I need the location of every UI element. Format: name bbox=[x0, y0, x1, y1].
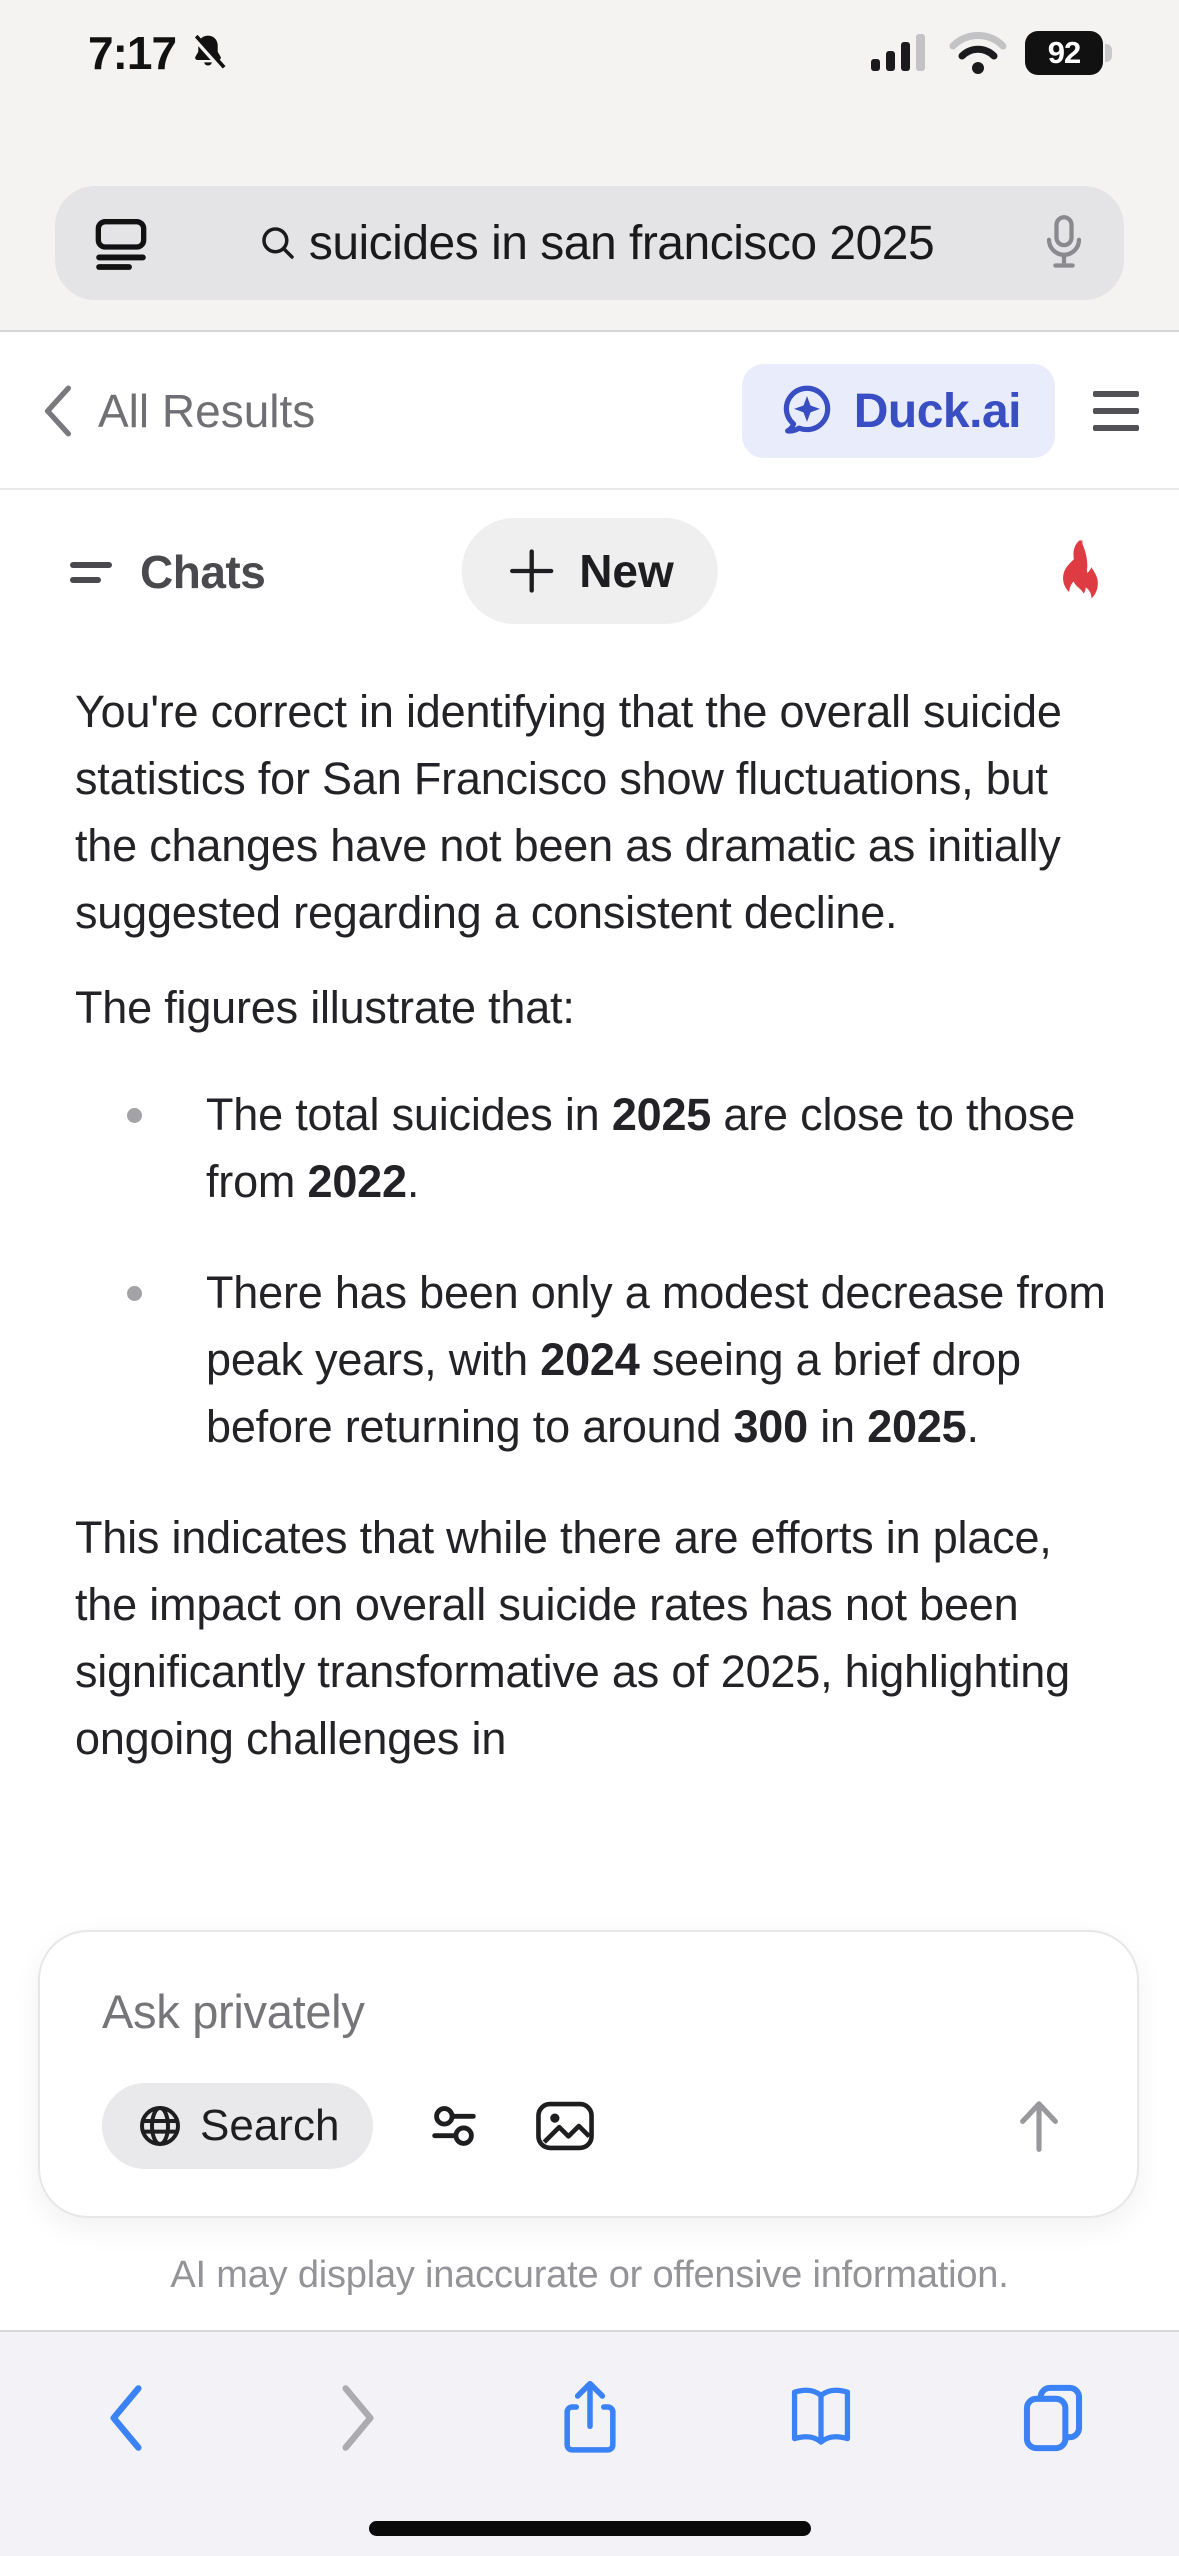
status-bar bbox=[0, 26, 1179, 90]
duckai-label: Duck.ai bbox=[853, 384, 1021, 438]
nav-forward-icon bbox=[310, 2370, 406, 2466]
duckai-chat-panel bbox=[0, 492, 1179, 2330]
duckai-button[interactable] bbox=[742, 364, 1055, 458]
tabs-layout-icon[interactable] bbox=[89, 211, 153, 275]
plus-icon bbox=[505, 545, 557, 597]
address-search-bar[interactable] bbox=[55, 186, 1124, 300]
image-icon[interactable] bbox=[535, 2099, 595, 2153]
clock-time: 7:17 bbox=[88, 27, 177, 79]
ai-disclaimer: AI may display inaccurate or offensive information. bbox=[170, 2254, 1009, 2296]
bookmarks-icon[interactable] bbox=[773, 2370, 869, 2466]
wifi-icon bbox=[947, 30, 1009, 76]
battery-percent: 92 bbox=[1047, 35, 1081, 70]
menu-icon[interactable] bbox=[1089, 385, 1143, 437]
new-chat-button[interactable] bbox=[461, 518, 718, 624]
chat-paragraph: This indicates that while there are efforts in place, the impact on overall suicide rates has not been significantly transformative as of 2025, highlighting ongoing challenges in bbox=[75, 1512, 1070, 1764]
microphone-icon[interactable] bbox=[1038, 213, 1090, 273]
back-to-all-results[interactable] bbox=[36, 382, 315, 440]
search-icon bbox=[257, 222, 299, 264]
nav-back-icon[interactable] bbox=[78, 2370, 174, 2466]
back-label: All Results bbox=[98, 385, 316, 437]
battery-icon bbox=[1025, 31, 1103, 75]
chats-list-icon bbox=[70, 562, 112, 583]
new-chat-label: New bbox=[579, 545, 674, 597]
search-query-text[interactable]: suicides in san francisco 2025 bbox=[308, 216, 935, 270]
globe-icon bbox=[136, 2102, 184, 2150]
browser-bottom-bar bbox=[0, 2330, 1179, 2556]
share-icon[interactable] bbox=[542, 2370, 638, 2466]
cellular-signal-icon bbox=[867, 31, 931, 75]
duckai-bubble-icon bbox=[776, 380, 838, 442]
bullet-dot bbox=[127, 1286, 142, 1301]
tab-switcher-icon[interactable] bbox=[1005, 2370, 1101, 2466]
browser-header bbox=[0, 0, 1179, 332]
results-header bbox=[0, 334, 1179, 490]
home-indicator[interactable] bbox=[369, 2521, 811, 2536]
sliders-icon[interactable] bbox=[425, 2097, 483, 2155]
bullet-dot bbox=[127, 1108, 142, 1123]
chat-bullet-item: The total suicides in 2025 are close to those from 2022. bbox=[75, 1081, 1111, 1215]
back-chevron-icon bbox=[36, 382, 80, 440]
fire-icon bbox=[1047, 536, 1109, 608]
prompt-composer[interactable] bbox=[38, 1930, 1139, 2218]
chat-paragraph: The figures illustrate that: bbox=[75, 982, 575, 1033]
muted-bell-icon bbox=[186, 31, 230, 75]
prompt-placeholder[interactable]: Ask privately bbox=[102, 1985, 365, 2038]
chat-bullet-item: There has been only a modest decrease from peak years, with 2024 seeing a brief drop before returning to around 300 in 2025. bbox=[75, 1259, 1111, 1460]
assistant-message bbox=[0, 652, 1179, 1772]
chats-label: Chats bbox=[140, 546, 266, 598]
send-arrow-up-icon[interactable] bbox=[1011, 2095, 1067, 2157]
chats-button[interactable] bbox=[70, 545, 265, 599]
web-search-toggle[interactable] bbox=[102, 2083, 373, 2169]
chat-toolbar bbox=[0, 492, 1179, 652]
chat-paragraph: You're correct in identifying that the overall suicide statistics for San Francisco show fluctuations, but the changes have not been as dramatic as initially suggested regarding a consistent decline. bbox=[75, 686, 1062, 938]
fire-button[interactable] bbox=[1047, 536, 1109, 608]
web-search-label: Search bbox=[200, 2101, 340, 2150]
